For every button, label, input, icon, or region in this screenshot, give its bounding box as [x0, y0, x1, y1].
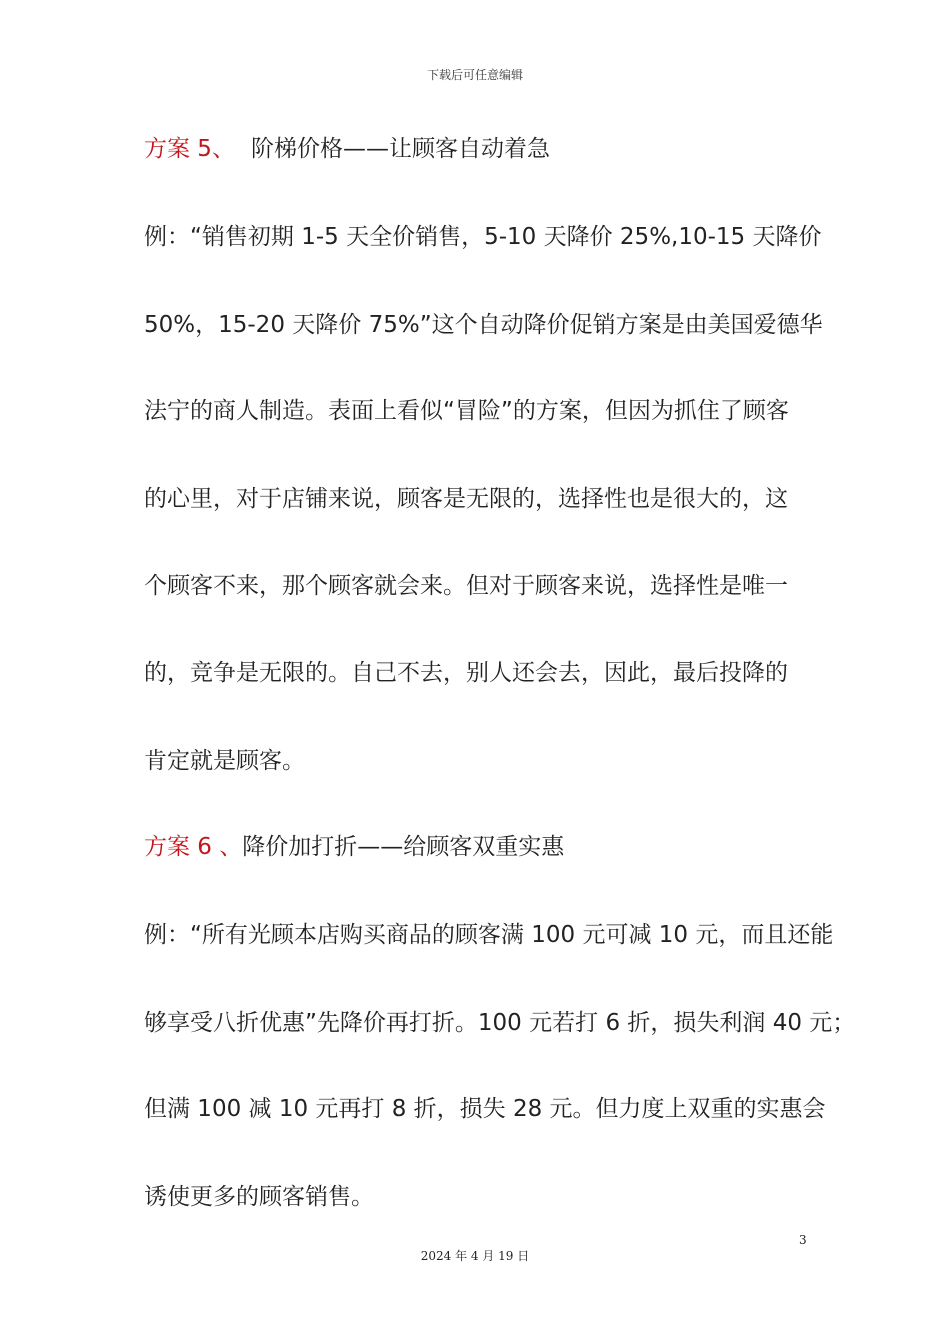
section-6-line-1: 例：“所有光顾本店购买商品的顾客满 100 元可减 10 元，而且还能 [144, 922, 834, 948]
section-6-title: 降价加打折——给顾客双重实惠 [242, 834, 565, 860]
page-number: 3 [799, 1233, 807, 1247]
section-6-line-2: 够享受八折优惠”先降价再打折。100 元若打 6 折，损失利润 40 元； [144, 1010, 856, 1036]
section-6-line-4: 诱使更多的顾客销售。 [144, 1184, 374, 1210]
section-5-line-3: 法宁的商人制造。表面上看似“冒险”的方案，但因为抓住了顾客 [144, 398, 789, 424]
section-5-line-5: 个顾客不来，那个顾客就会来。但对于顾客来说，选择性是唯一 [144, 573, 788, 599]
section-5-label: 方案 5、 [144, 136, 235, 162]
section-5-heading [144, 134, 550, 164]
section-6-heading [144, 832, 564, 862]
page-header: 下载后可任意编辑 [426, 68, 523, 82]
section-5-line-1: 例：“销售初期 1-5 天全价销售，5-10 天降价 25%,10-15 天降价 [144, 224, 822, 250]
section-5-title: 阶梯价格——让顾客自动着急 [250, 136, 550, 162]
section-5-line-4: 的心里，对于店铺来说，顾客是无限的，选择性也是很大的，这 [144, 486, 788, 512]
section-5-line-6: 的，竞争是无限的。自己不去，别人还会去，因此，最后投降的 [144, 660, 788, 686]
section-5-line-7: 肯定就是顾客。 [144, 748, 305, 774]
section-6-label: 方案 6 、 [144, 834, 243, 860]
section-6-line-3: 但满 100 减 10 元再打 8 折，损失 28 元。但力度上双重的实惠会 [144, 1096, 826, 1122]
section-5-line-2: 50%，15-20 天降价 75%”这个自动降价促销方案是由美国爱德华 [144, 312, 823, 338]
page-footer-date: 2024 年 4 月 19 日 [420, 1249, 530, 1263]
